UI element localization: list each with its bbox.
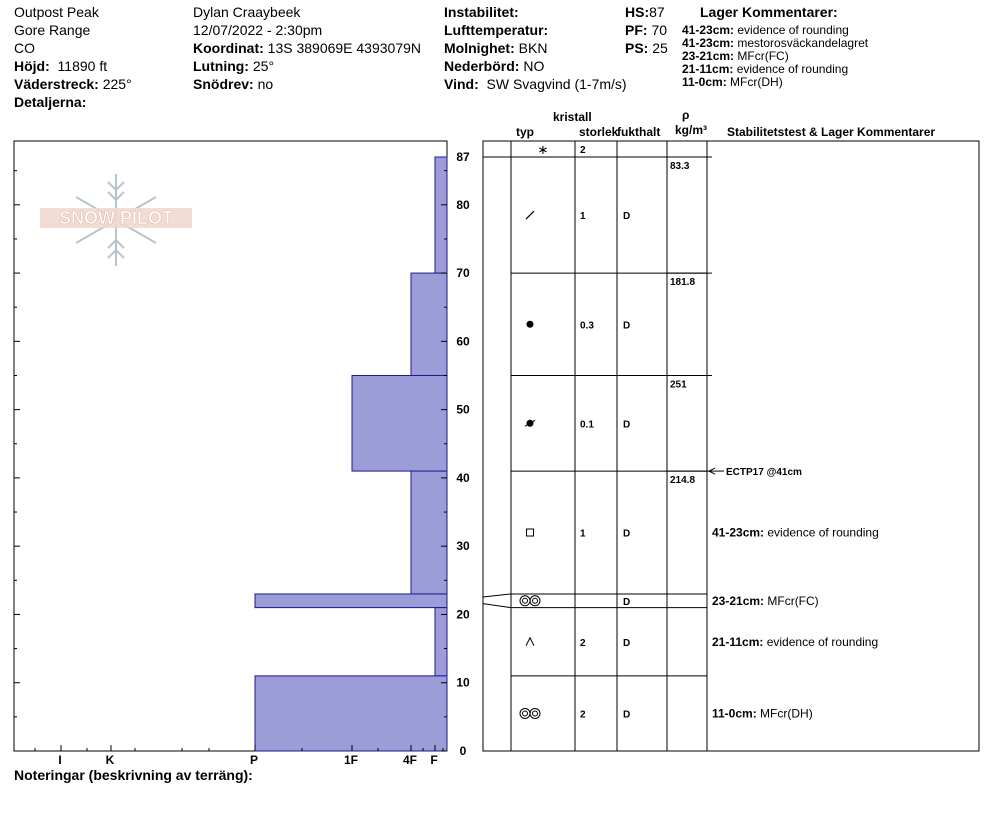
col-rho: ρ [682, 108, 690, 122]
notes-label: Noteringar (beskrivning av terräng): [14, 767, 253, 783]
table-comment: 41-23cm: evidence of rounding [712, 525, 879, 540]
grain-symbol [527, 321, 534, 328]
x-tick-label: 4F [402, 753, 418, 767]
grain-size: 1 [580, 211, 586, 223]
table-comment: 23-21cm: MFcr(FC) [712, 593, 819, 608]
drift-label: Snödrev: [193, 76, 254, 92]
moisture: D [623, 637, 631, 649]
logo-text: SNOW PILOT [59, 208, 173, 228]
x-tick-label: I [58, 753, 62, 767]
table-comment: 11-0cm: MFcr(DH) [712, 706, 813, 721]
layer-comment-4: 21-11cm: evidence of rounding [682, 62, 849, 76]
grain-symbol [520, 708, 530, 718]
table-comment: 21-11cm: evidence of rounding [712, 634, 879, 649]
wind-label: Vind: [444, 76, 479, 92]
hs-value: 87 [649, 4, 665, 20]
layer-comment-2: 41-23cm: mestorosväckandelagret [682, 36, 869, 50]
grain-size: 2 [580, 709, 586, 721]
moisture: D [623, 528, 631, 540]
coord-label: Koordinat: [193, 40, 264, 56]
ps-value: 25 [652, 40, 668, 56]
grain-symbol [527, 529, 534, 536]
layer-comment-1: 41-23cm: evidence of rounding [682, 23, 849, 37]
grain-symbol [523, 598, 528, 603]
elevation-value: 11890 ft [57, 58, 108, 74]
layer-comments-title: Lager Kommentarer: [700, 4, 838, 20]
density-value: 214.8 [670, 475, 696, 487]
coord-value: 13S 389069E 4393079N [267, 40, 422, 56]
moisture: D [623, 596, 631, 608]
density-value: 83.3 [670, 161, 690, 172]
precip-label: Nederbörd: [444, 58, 520, 74]
y-tick-label: 60 [456, 334, 470, 349]
x-tick-label: P [249, 753, 259, 767]
precip-value: NO [523, 58, 545, 74]
col-kristall: kristall [553, 110, 592, 124]
x-tick-label: K [105, 753, 115, 767]
observation-datetime: 12/07/2022 - 2:30pm [193, 22, 323, 38]
col-stability: Stabilitetstest & Lager Kommentarer [727, 125, 936, 139]
airtemp-label: Lufttemperatur: [444, 22, 549, 38]
grain-symbol [530, 708, 540, 718]
elevation-label: Höjd: [14, 58, 50, 74]
grain-symbol [530, 596, 540, 606]
instability-label: Instabilitet: [444, 4, 519, 20]
stability-test-label: ECTP17 @41cm [726, 467, 802, 479]
aspect-label: Väderstreck: [14, 76, 99, 92]
grain-symbol [526, 638, 534, 646]
observer-name: Dylan Craaybeek [193, 4, 301, 20]
y-tick-label: 0 [459, 744, 467, 758]
hs-label: HS: [625, 4, 650, 20]
y-tick-label: 87 [456, 150, 470, 164]
pf-value: 70 [651, 22, 668, 38]
col-storlek: storlek [579, 125, 619, 139]
grain-size: 0.1 [580, 419, 594, 431]
cloud-value: BKN [518, 40, 548, 56]
y-tick-label: 20 [456, 607, 470, 622]
grain-size: 2 [580, 145, 586, 156]
y-tick-label: 80 [456, 197, 470, 212]
y-tick-label: 10 [456, 675, 470, 690]
layer-comment-3: 23-21cm: MFcr(FC) [682, 49, 789, 63]
location-name: Outpost Peak [14, 4, 99, 20]
hardness-bar [255, 594, 447, 608]
y-tick-label: 50 [456, 402, 470, 417]
x-tick-label: F [430, 753, 438, 767]
grain-symbol: ∗ [537, 142, 549, 157]
grain-size: 2 [580, 637, 586, 649]
density-value: 251 [670, 379, 687, 391]
range-name: Gore Range [14, 22, 91, 38]
moisture: D [623, 320, 631, 332]
layer-comment-5: 11-0cm: MFcr(DH) [682, 75, 783, 89]
state-name: CO [14, 40, 35, 56]
hardness-bar [352, 375, 447, 471]
hardness-bar [411, 471, 447, 594]
y-tick-label: 30 [456, 539, 470, 554]
grain-symbol [526, 211, 534, 219]
slope-value: 25° [252, 58, 275, 74]
moisture: D [623, 419, 631, 431]
grain-size: 1 [580, 528, 586, 540]
hardness-bar [411, 273, 447, 375]
col-rho-unit: kg/m³ [675, 123, 708, 137]
y-tick-label: 40 [456, 470, 470, 485]
col-fukthalt: fukthalt [617, 125, 661, 139]
y-tick-label: 70 [456, 266, 470, 281]
x-tick-label: 1F [343, 753, 359, 767]
wind-value: SW Svagvind (1-7m/s) [486, 76, 627, 92]
grain-symbol [533, 711, 538, 716]
layer-connector [483, 604, 511, 608]
grain-size: 0.3 [580, 320, 594, 332]
hardness-bar [435, 608, 447, 676]
layer-connector [483, 594, 511, 597]
drift-value: no [257, 76, 274, 92]
grain-symbol [533, 598, 538, 603]
aspect-value: 225° [102, 76, 132, 92]
grain-symbol [520, 596, 530, 606]
hardness-bar [255, 676, 447, 751]
slope-label: Lutning: [193, 58, 249, 74]
moisture: D [623, 211, 631, 223]
hardness-bar [435, 157, 447, 273]
pf-label: PF: [625, 22, 648, 38]
moisture: D [623, 709, 631, 721]
cloud-label: Molnighet: [444, 40, 515, 56]
density-value: 181.8 [670, 277, 696, 289]
col-typ: typ [516, 125, 534, 139]
ps-label: PS: [625, 40, 649, 56]
layer-table-frame [483, 141, 979, 751]
details-label: Detaljerna: [14, 94, 87, 110]
grain-symbol [523, 711, 528, 716]
